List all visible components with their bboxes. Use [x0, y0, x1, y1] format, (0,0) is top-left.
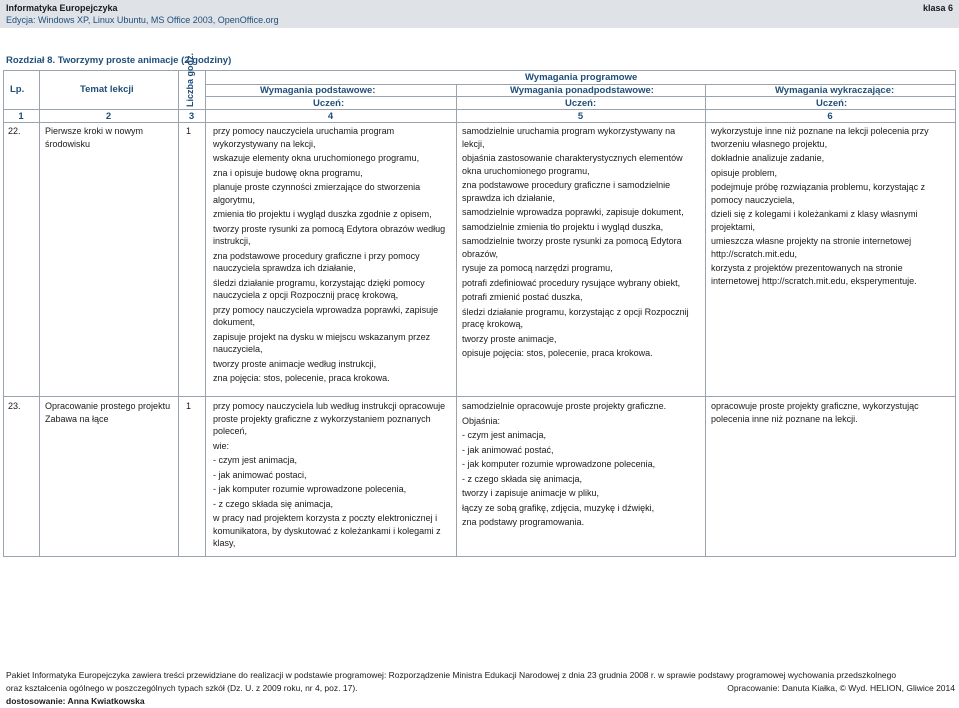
requirement-item: tworzy proste rysunki za pomocą Edytora obrazów według instrukcji, — [213, 223, 446, 246]
chapter-title: Rozdział 8. Tworzymy proste animacje (2 godziny) — [6, 55, 232, 66]
hours-header-label: Liczba godz. — [185, 53, 195, 107]
requirement-item: przy pomocy nauczyciela uruchamia program wykorzystywany na lekcji, — [213, 126, 395, 149]
requirement-item: opisuje pojęcia: stos, polecenie, praca krokowa. — [462, 348, 653, 358]
footer-line-1: Pakiet Informatyka Europejczyka zawiera treści przewidziane do realizacji w podstawie programowej: Rozporządzenie Ministra Edukacji Narodowej z dnia 23 grudnia 2008 r. w sprawie podstawy programowej wychowania przedszkolnego — [6, 670, 897, 680]
requirement-item: - jak animować postaci, — [213, 469, 307, 480]
requirement-item: - z czego składa się animacja, — [462, 473, 583, 484]
requirement-item: zna i opisuje budowę okna programu, — [213, 167, 363, 178]
requirement-item: zna podstawowe procedury graficzne i przy pomocy nauczyciela sprawdza ich działanie, — [213, 250, 420, 273]
requirement-item: - czym jest animacja, — [462, 430, 547, 440]
table-line — [3, 396, 956, 397]
col-hours-header — [178, 53, 204, 107]
requirement-item: wie: — [213, 440, 230, 451]
table-line — [705, 84, 706, 556]
page-header — [0, 0, 959, 28]
requirement-item: opisuje problem, — [711, 167, 778, 178]
advanced-header: Wymagania wykraczające: — [775, 85, 895, 96]
requirement-item: umieszcza własne projekty na stronie internetowej http://scratch.mit.edu, — [711, 236, 912, 259]
requirement-item: - jak komputer rozumie wprowadzone polecenia, — [462, 459, 656, 469]
table-line — [955, 70, 956, 556]
row-topic: Opracowanie prostego projektu Zabawa na łące — [45, 401, 171, 424]
requirement-item: - czym jest animacja, — [213, 455, 298, 465]
requirement-item: przy pomocy nauczyciela lub według instrukcji opracowuje proste projekty graficzne z wykorzystaniem poznanych poleceń, — [213, 401, 446, 436]
footer-author: Opracowanie: Danuta Kiałka, © Wyd. HELION, Gliwice 2014 — [727, 683, 955, 693]
col-number: 4 — [327, 111, 334, 122]
table-border-bottom — [3, 556, 956, 557]
requirement-item: potrafi zmienić postać duszka, — [462, 292, 583, 302]
table-line — [205, 96, 956, 97]
table-line — [3, 70, 4, 556]
row-topic: Pierwsze kroki w nowym środowisku — [45, 126, 144, 149]
requirement-item: samodzielnie wprowadza poprawki, zapisuje dokument, — [462, 207, 684, 217]
col-topic-header: Temat lekcji — [80, 84, 134, 95]
requirement-item: zapisuje projekt na dysku w miejscu wskazanym przez nauczyciela, — [213, 331, 431, 354]
requirement-item: samodzielnie tworzy proste rysunki za pomocą Edytora obrazów, — [462, 236, 682, 259]
requirement-item: śledzi działanie programu, korzystając z opcji Rozpocznij pracę krokową, — [462, 306, 689, 329]
requirement-item: opracowuje proste projekty graficzne, wykorzystując polecenia inne niż poznane na lekcji. — [711, 401, 919, 424]
requirement-item: wykorzystuje inne niż poznane na lekcji polecenia przy tworzeniu własnego projektu, — [711, 126, 929, 149]
row-hours: 1 — [186, 126, 192, 136]
requirement-item: korzysta z projektów prezentowanych na stronie internetowej http://scratch.mit.edu, eksperymentuje. — [711, 263, 917, 286]
header-title: Informatyka Europejczyka — [6, 3, 118, 13]
student-label: Uczeń: — [565, 98, 597, 109]
requirement-item: potrafi zdefiniować procedury rysujące wybrany obiekt, — [462, 277, 681, 288]
footer-line-2: oraz kształcenia ogólnego w poszczególnych typach szkół (Dz. U. z 2009 roku, nr 4, poz. 17). — [6, 683, 358, 693]
row-lp: 23. — [8, 401, 21, 411]
requirement-item: dzieli się z kolegami i koleżankami z klasy własnymi projektami, — [711, 209, 918, 232]
header-edition: Edycja: Windows XP, Linux Ubuntu, MS Office 2003, OpenOffice.org — [6, 15, 279, 25]
basic-requirements — [213, 125, 451, 387]
requirement-item: dokładnie analizuje zadanie, — [711, 153, 825, 163]
basic-header: Wymagania podstawowe: — [260, 85, 376, 96]
advanced-requirements — [711, 125, 951, 289]
col-number: 6 — [827, 111, 833, 122]
header-class: klasa 6 — [922, 3, 953, 13]
requirement-item: samodzielnie uruchamia program wykorzystywany na lekcji, — [462, 126, 676, 149]
extended-header: Wymagania ponadpodstawowe: — [510, 85, 654, 96]
col-number: 3 — [188, 111, 195, 122]
student-label: Uczeń: — [816, 98, 848, 109]
requirement-item: planuje proste czynności zmierzające do stworzenia algorytmu, — [213, 182, 421, 205]
requirement-item: samodzielnie zmienia tło projektu i wygląd duszka, — [462, 221, 664, 232]
requirement-item: zna podstawy programowania. — [462, 517, 585, 527]
requirement-item: zmienia tło projektu i wygląd duszka zgodnie z opisem, — [213, 209, 432, 219]
requirement-item: objaśnia zastosowanie charakterystycznych elementów okna uruchomionego programu, — [462, 153, 683, 176]
row-hours: 1 — [186, 401, 192, 411]
col-lp-header: Lp. — [10, 84, 25, 95]
extended-requirements — [462, 400, 700, 531]
requirement-item: - z czego składa się animacja, — [213, 498, 334, 509]
program-req-header: Wymagania programowe — [525, 72, 638, 83]
basic-requirements — [213, 400, 451, 552]
table-line — [178, 70, 179, 556]
footer-adaptation: dostosowanie: Anna Kwiatkowska — [6, 696, 145, 706]
advanced-requirements — [711, 400, 951, 427]
col-number: 5 — [577, 111, 584, 122]
requirement-item: samodzielnie opracowuje proste projekty graficzne. — [462, 401, 667, 411]
table-line — [3, 109, 956, 110]
requirement-item: łączy ze sobą grafikę, zdjęcia, muzykę i dźwięki, — [462, 502, 655, 513]
table-line — [39, 70, 40, 556]
requirement-item: śledzi działanie programu, korzystając dzięki pomocy nauczyciela z opcji Rozpocznij pracę krokową, — [213, 277, 425, 300]
requirement-item: w pracy nad projektem korzysta z poczty elektronicznej i komunikatora, by dyskutować z koleżankami i kolegami z klasy, — [213, 513, 441, 548]
student-label: Uczeń: — [313, 98, 345, 109]
table-line — [456, 84, 457, 556]
requirement-item: tworzy i zapisuje animacje w pliku, — [462, 488, 600, 498]
requirement-item: tworzy proste animacje, — [462, 333, 557, 344]
table-line — [205, 70, 206, 556]
requirement-item: podejmuje próbę rozwiązania problemu, korzystając z pomocy nauczyciela, — [711, 182, 926, 205]
col-number: 2 — [105, 111, 112, 122]
extended-requirements — [462, 125, 700, 362]
requirement-item: wskazuje elementy okna uruchomionego programu, — [213, 153, 420, 163]
row-lp: 22. — [8, 126, 21, 136]
table-line — [3, 122, 956, 123]
requirement-item: przy pomocy nauczyciela wprowadza poprawki, zapisuje dokument, — [213, 304, 439, 327]
requirement-item: - jak animować postać, — [462, 444, 554, 455]
requirement-item: tworzy proste animacje według instrukcji, — [213, 358, 377, 369]
requirement-item: - jak komputer rozumie wprowadzone polecenia, — [213, 484, 407, 494]
table-border-top — [3, 70, 956, 71]
col-number: 1 — [18, 111, 24, 122]
requirement-item: rysuje za pomocą narzędzi programu, — [462, 263, 613, 273]
requirement-item: zna podstawowe procedury graficzne i samodzielnie sprawdza ich działanie, — [462, 180, 671, 203]
requirement-item: Objaśnia: — [462, 415, 501, 426]
requirement-item: zna pojęcia: stos, polecenie, praca krokowa. — [213, 373, 390, 383]
